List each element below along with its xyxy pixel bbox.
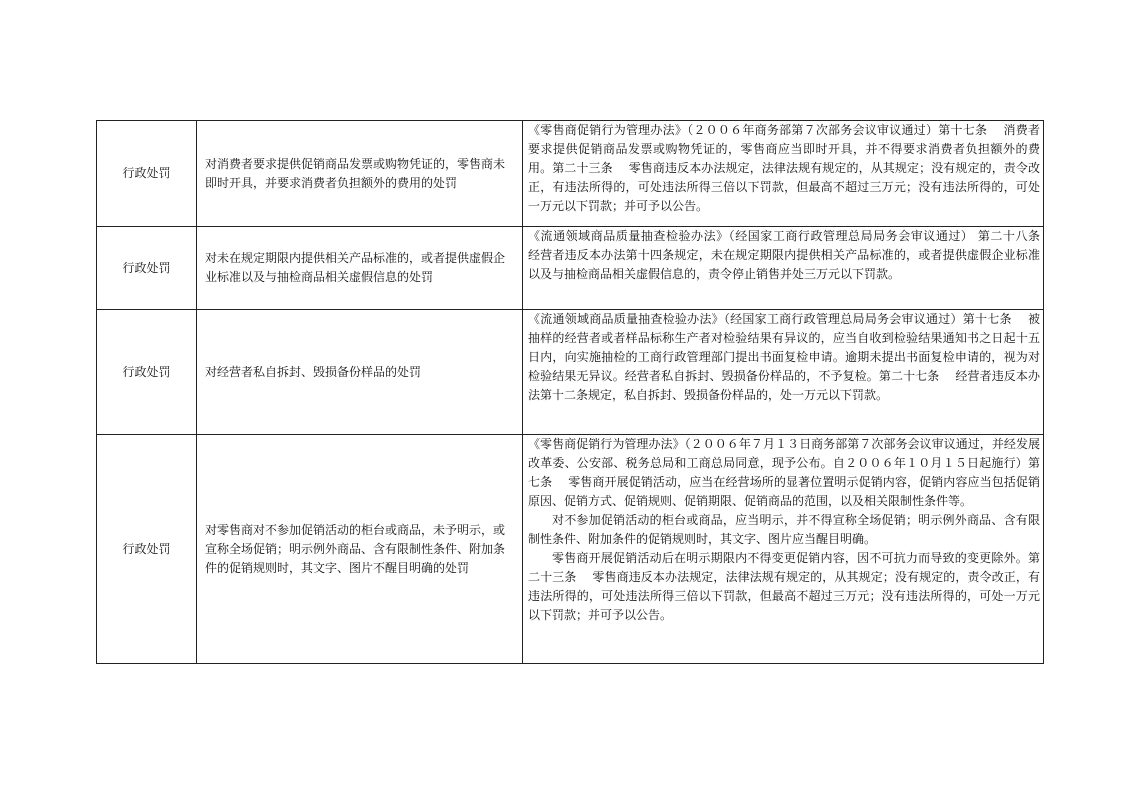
penalty-table [96, 120, 1056, 664]
penalty-type-cell: 行政处罚 [97, 435, 197, 664]
penalty-type-cell: 行政处罚 [97, 310, 197, 435]
legal-basis-paragraph: 零售商开展促销活动后在明示期限内不得变更促销内容，因不可抗力而导致的变更除外。第二十三条 零售商违反本办法规定，法律法规有规定的，从其规定；没有规定的，责令改正，有违法所得的，可处违法所得三倍以下罚款，但最高不超过三万元；没有违法所得的，可处一万元以下罚款；并可予以公告。 [528, 551, 1040, 622]
legal-basis-cell [523, 435, 1044, 664]
table-row [97, 435, 1044, 664]
penalty-type-cell: 行政处罚 [97, 227, 197, 310]
violation-behavior-cell: 对零售商对不参加促销活动的柜台或商品，未予明示，或宣称全场促销；明示例外商品、含有限制性条件、附加条件的促销规则时，其文字、图片不醒目明确的处罚 [197, 435, 523, 664]
violation-behavior-cell: 对经营者私自拆封、毁损备份样品的处罚 [197, 310, 523, 435]
table-row [97, 227, 1044, 310]
legal-basis-paragraph: 《零售商促销行为管理办法》（２００６年商务部第７次部务会议审议通过）第十七条 消费者要求提供促销商品发票或购物凭证的，零售商应当即时开具，并不得要求消费者负担额外的费用。第二十三条 零售商违反本办法规定，法律法规有规定的，从其规定；没有规定的，责令改正，有违法所得的，可处违法所得三倍以下罚款，但最高不超过三万元；没有违法所得的，可处一万元以下罚款；并可予以公告。 [528, 123, 1040, 213]
table-row [97, 121, 1044, 227]
violation-behavior-cell: 对消费者要求提供促销商品发票或购物凭证的，零售商未即时开具，并要求消费者负担额外的费用的处罚 [197, 121, 523, 227]
legal-basis-cell [523, 227, 1056, 310]
table-row [97, 310, 1044, 435]
legal-basis-paragraph: 对不参加促销活动的柜台或商品，应当明示，并不得宣称全场促销；明示例外商品、含有限制性条件、附加条件的促销规则时，其文字、图片应当醒目明确。 [528, 513, 1040, 546]
penalty-type-cell: 行政处罚 [97, 121, 197, 227]
legal-basis-paragraph: 《流通领域商品质量抽查检验办法》（经国家工商行政管理总局局务会审议通过） 第二十八条 经营者违反本办法第十四条规定，未在规定期限内提供相关产品标准的，或者提供虚假企业标准以及与抽检商品相关虚假信息的，责令停止销售并处三万元以下罚款。 [528, 229, 1056, 281]
legal-basis-cell [523, 310, 1044, 435]
violation-behavior-cell: 对未在规定期限内提供相关产品标准的，或者提供虚假企业标准以及与抽检商品相关虚假信息的处罚 [197, 227, 523, 310]
legal-basis-paragraph: 《流通领域商品质量抽查检验办法》（经国家工商行政管理总局局务会审议通过）第十七条 被抽样的经营者或者样品标称生产者对检验结果有异议的，应当自收到检验结果通知书之日起十五日内，向实施抽检的工商行政管理部门提出书面复检申请。逾期未提出书面复检申请的，视为对检验结果无异议。经营者私自拆封、毁损备份样品的，不予复检。第二十七条 经营者违反本办法第十二条规定，私自拆封、毁损备份样品的，处一万元以下罚款。 [528, 312, 1040, 402]
legal-basis-paragraph: 《零售商促销行为管理办法》（２００６年７月１３日商务部第７次部务会议审议通过，并经发展改革委、公安部、税务总局和工商总局同意，现予公布。自２００６年１０月１５日起施行）第七条 零售商开展促销活动，应当在经营场所的显著位置明示促销内容，促销内容应当包括促销原因、促销方式、促销规则、促销期限、促销商品的范围，以及相关限制性条件等。 [528, 437, 1040, 508]
legal-basis-cell [523, 121, 1044, 227]
